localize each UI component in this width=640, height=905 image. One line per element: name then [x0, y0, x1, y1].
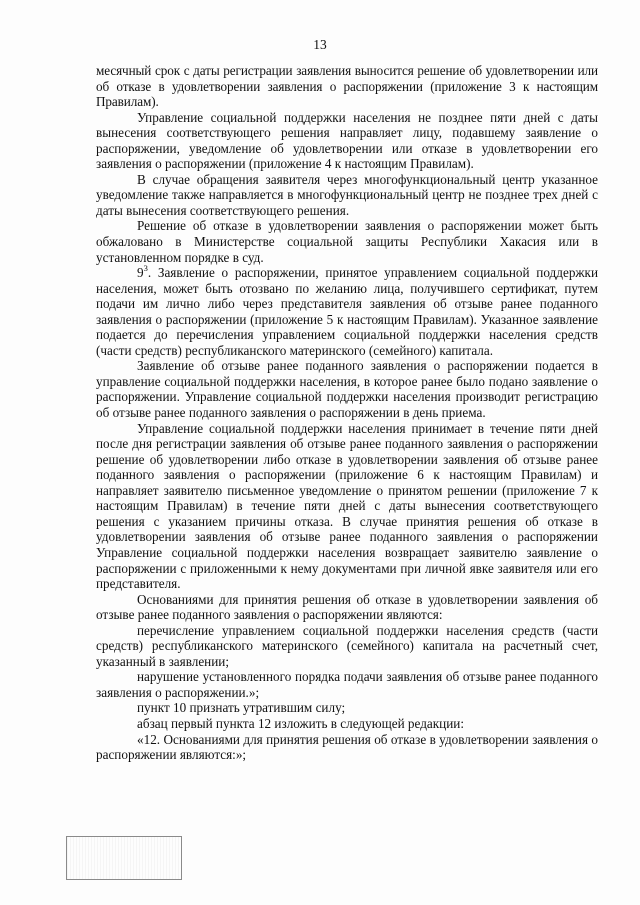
document-stamp	[66, 836, 182, 880]
paragraph: В случае обращения заявителя через многофункциональный центр указанное уведомление также направляется в многофункциональный центр не позднее трех дней с даты вынесения соответствующего решения.	[96, 171, 598, 218]
paragraph: нарушение установленного порядка подачи заявления об отзыве ранее поданного заявления о распоряжении.»;	[96, 669, 598, 700]
paragraph: Решение об отказе в удовлетворении заявления о распоряжении может быть обжаловано в Министерстве социальной защиты Республики Хакасия или в установленном порядке в суд.	[96, 218, 598, 265]
paragraph: Заявление об отзыве ранее поданного заявления о распоряжении подается в управление социальной поддержки населения, в которое ранее было подано заявление о распоряжении. Управление социальной поддержки населения производит регистрацию об отзыве ранее поданного заявления о распоряжении в день приема.	[96, 358, 598, 421]
paragraph: $9^3$. Заявление о распоряжении, принятое управлением социальной поддержки населения, может быть отозвано по желанию лица, получившего сертификат, путем подачи им лично либо через представителя заявления об отзыве ранее поданного заявления о распоряжении (приложение 5 к настоящим Правилам). Указанное заявление подается до перечисления управлением социальной поддержки населения средств (части средств) республиканского материнского (семейного) капитала.	[96, 262, 598, 358]
paragraph: перечисление управлением социальной поддержки населения средств (части средств) республиканского материнского (семейного) капитала на расчетный счет, указанный в заявлении;	[96, 622, 598, 669]
document-body	[96, 63, 598, 763]
paragraph: месячный срок с даты регистрации заявления выносится решение об удовлетворении или об отказе в удовлетворении заявления о распоряжении (приложение 3 к настоящим Правилам).	[96, 63, 598, 110]
paragraph: пункт 10 признать утратившим силу;	[137, 700, 346, 716]
paragraph: «12. Основаниями для принятия решения об отказе в удовлетворении заявления о распоряжении являются:»;	[96, 731, 598, 763]
page-number: 13	[313, 37, 327, 52]
paragraph: абзац первый пункта 12 изложить в следующей редакции:	[137, 715, 465, 731]
paragraph: Основаниями для принятия решения об отказе в удовлетворении заявления об отзыве ранее поданного заявления о распоряжении являются:	[96, 591, 598, 623]
paragraph: Управление социальной поддержки населения принимает в течение пяти дней после дня регистрации заявления об отзыве ранее поданного заявления о распоряжении решение об удовлетворении либо отказе в удовлетворении заявления об отзыве ранее поданного заявления о распоряжении (приложение 6 к настоящим Правилам) и направляет заявителю письменное уведомление о принятом решении (приложение 7 к настоящим Правилам) в течение пяти дней с даты вынесения соответствующего решения с указанием причины отказа. В случае принятия решения об отказе в удовлетворении заявления об отзыве ранее поданного заявления о распоряжении Управление социальной поддержки населения возвращает заявителю заявление о распоряжении с приложенными к нему документами при личной явке заявителя или его представителя.	[96, 420, 598, 592]
paragraph: Управление социальной поддержки населения не позднее пяти дней с даты вынесения соответствующего решения направляет лицу, подавшему заявление о распоряжении, уведомление об удовлетворении или отказе в удовлетворении его заявления о распоряжении (приложение 4 к настоящим Правилам).	[96, 109, 598, 172]
superscript-number: 3	[143, 262, 148, 273]
